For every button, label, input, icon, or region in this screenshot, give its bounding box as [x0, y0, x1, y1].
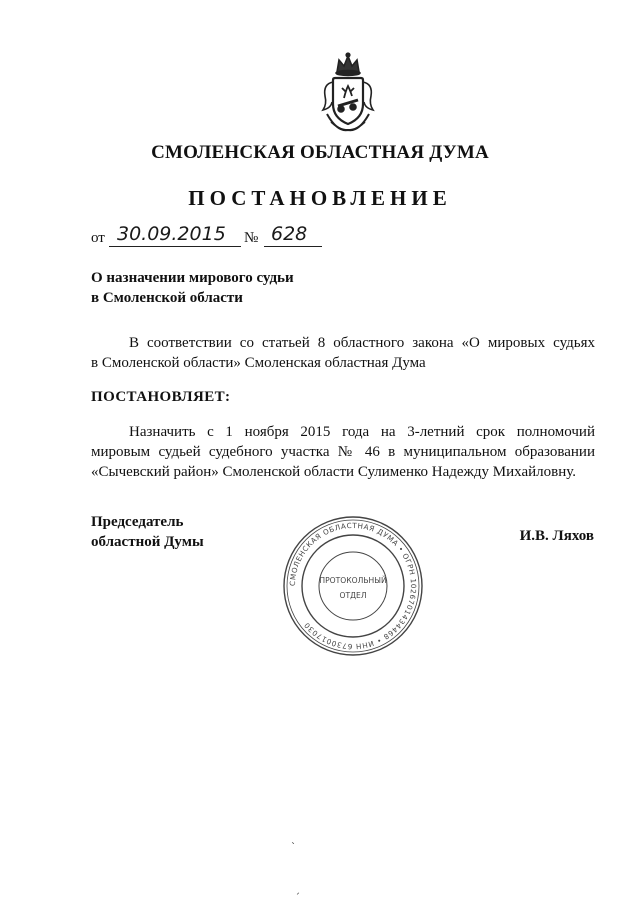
seal-inner-ring	[319, 552, 387, 620]
decree-heading: ПОСТАНОВЛЯЕТ:	[91, 389, 231, 405]
date-number-line	[91, 223, 351, 254]
decision-line-1: Назначить с 1 ноября 2015 года на 3-летний срок полномочий	[129, 424, 595, 440]
subject-line-2: в Смоленской области	[91, 290, 243, 306]
seal-center-line-1: ПРОТОКОЛЬНЫЙ	[319, 576, 387, 585]
date-prefix: от	[91, 230, 105, 246]
date-underline	[109, 246, 241, 247]
seal-middle-ring	[302, 535, 404, 637]
seal-outer-inner-ring	[287, 520, 419, 652]
signatory-title-line-2: областной Думы	[91, 534, 204, 550]
preamble-line-2: в Смоленской области» Смоленская областная Дума	[91, 355, 426, 371]
preamble-paragraph	[91, 333, 595, 373]
organization-name: СМОЛЕНСКАЯ ОБЛАСТНАЯ ДУМА	[151, 142, 489, 163]
scan-mark: ˏ	[295, 884, 300, 895]
seal-center-line-2: ОТДЕЛ	[339, 591, 367, 600]
decision-line-3: «Сычевский район» Смоленской области Сулименко Надежду Михайловну.	[91, 464, 576, 480]
signatory-title	[91, 512, 204, 552]
signatory-name: И.В. Ляхов	[519, 528, 594, 544]
seal-outer-ring	[284, 517, 422, 655]
decision-line-2: мировым судьей судебного участка № 46 в муниципальном образовании	[91, 444, 595, 460]
coat-of-arms-emblem	[317, 52, 379, 138]
number-underline	[264, 246, 322, 247]
number-label: №	[244, 230, 259, 246]
decision-paragraph	[91, 422, 595, 482]
scan-mark: ˋ	[291, 842, 296, 853]
handwritten-number: 628	[271, 223, 308, 245]
official-seal	[282, 515, 424, 657]
document-type-title: ПОСТАНОВЛЕНИЕ	[188, 186, 452, 210]
subject-line-1: О назначении мирового судьи	[91, 270, 294, 286]
signatory-title-line-1: Председатель	[91, 514, 184, 530]
seal-outer-text: СМОЛЕНСКАЯ ОБЛАСТНАЯ ДУМА • ОГРН 1026701434468 • ИНН 6730017030	[287, 520, 419, 652]
preamble-line-1: В соответствии со статьей 8 областного закона «О мировых судьях	[129, 335, 595, 351]
handwritten-date: 30.09.2015	[117, 223, 226, 245]
subject-heading	[91, 268, 294, 308]
